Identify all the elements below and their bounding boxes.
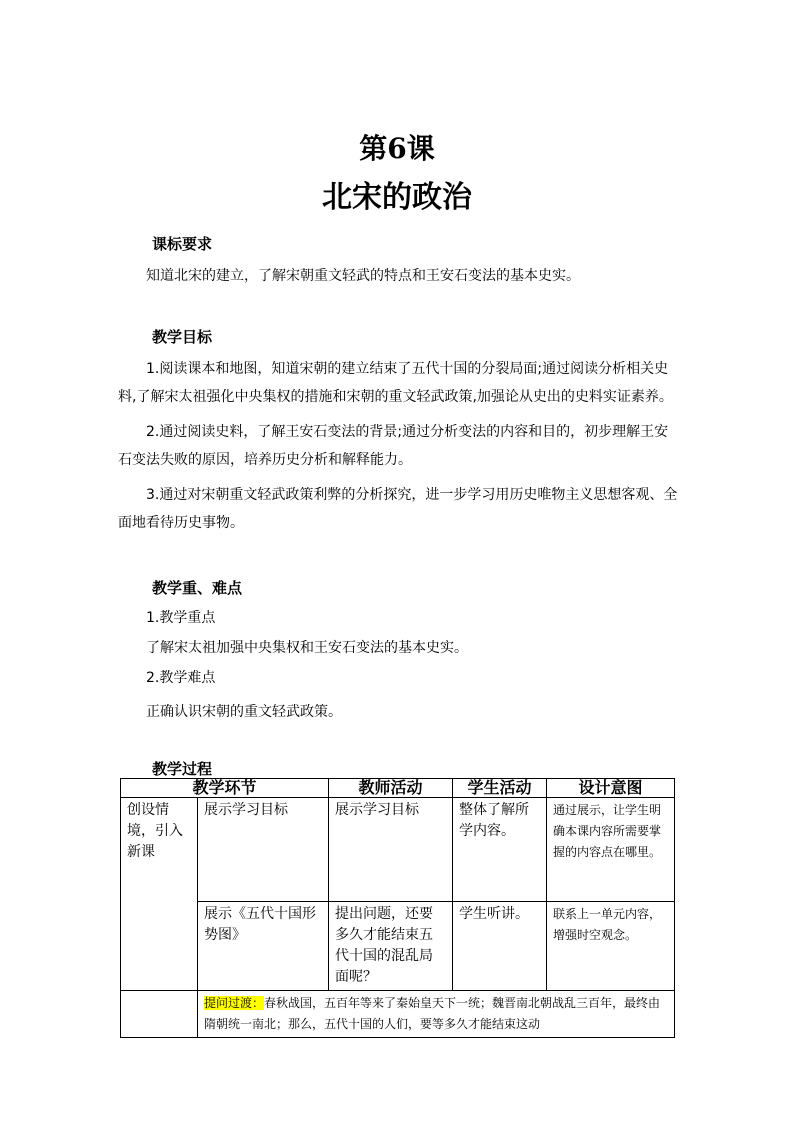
teacher-cell: 提出问题，还要多久才能结束五代十国的混乱局面呢？ [329,902,453,991]
table-header-row [121,779,675,798]
focus-text: 了解宋太祖加强中央集权和王安石变法的基本史实。 [146,640,468,656]
intent-cell: 通过展示，让学生明确本课内容所需要掌握的内容点在哪里。 [547,798,675,902]
stage-cell: 创设情境，引入新课 [121,798,198,991]
empty-stage-cell [121,991,198,1038]
transition-label: 提问过渡： [204,996,265,1010]
column-header-intent: 设计意图 [547,779,675,798]
process-table [120,778,675,1038]
student-cell: 学生听讲。 [453,902,547,991]
focus-label: 1.教学重点 [146,610,216,626]
transition-text: 春秋战国，五百年等来了秦始皇天下一统；魏晋南北朝战乱三百年，最终由隋朝统一南北；那么，五代十国的人们，要等多久才能结束这动 [204,996,661,1031]
difficulty-label: 2.教学难点 [146,670,216,686]
table-row [121,991,675,1038]
keypoints-heading: 教学重、难点 [152,579,243,597]
table-row [121,902,675,991]
student-cell: 整体了解所学内容。 [453,798,547,902]
step-cell: 展示学习目标 [198,798,329,902]
transition-cell [198,991,675,1038]
lesson-title: 北宋的政治 [322,180,472,215]
standard-text: 知道北宋的建立，了解宋朝重文轻武的特点和王安石变法的基本史实。 [146,268,580,284]
objective-item-2: 2.通过阅读史料，了解王安石变法的背景;通过分析变法的内容和目的，初步理解王安石变法失败的原因，培养历史分析和解释能力。 [118,424,669,468]
standard-heading: 课标要求 [152,235,213,253]
objective-item-3: 3.通过对宋朝重文轻武政策利弊的分析探究，进一步学习用历史唯物主义思想客观、全面地看待历史事物。 [118,487,678,531]
column-header-step: 教学环节 [121,779,329,798]
column-header-student: 学生活动 [453,779,547,798]
step-cell: 展示《五代十国形势图》 [198,902,329,991]
column-header-teacher: 教师活动 [329,779,453,798]
objectives-heading: 教学目标 [152,328,213,346]
teacher-cell: 展示学习目标 [329,798,453,902]
lesson-number: 第6课 [359,132,435,165]
difficulty-text: 正确认识宋朝的重文轻武政策。 [146,704,342,720]
intent-cell: 联系上一单元内容，增强时空观念。 [547,902,675,991]
process-heading: 教学过程 [152,760,213,778]
objective-item-1: 1.阅读课本和地图，知道宋朝的建立结束了五代十国的分裂局面;通过阅读分析相关史料,了解宋太祖强化中央集权的措施和宋朝的重文轻武政策,加强论从史出的史料实证素养。 [118,361,673,405]
table-row [121,798,675,902]
